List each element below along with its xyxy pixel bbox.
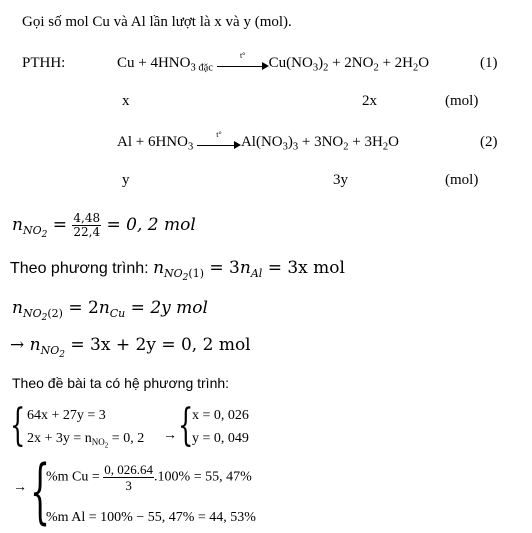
calc3-mid: = 2 (62, 298, 99, 318)
eq2-condition: t° (216, 129, 222, 139)
eq1-reaction-arrow (217, 50, 269, 71)
eq2-reaction-arrow (197, 129, 241, 150)
system-result-x: x = 0, 026 (192, 408, 249, 423)
system-l2a: 2x + 3y = n (27, 431, 92, 446)
calc3-sub2: Cu (109, 306, 126, 320)
calc2-tail: = 3x mol (262, 258, 345, 278)
eq1-row-x: x (122, 93, 130, 109)
calc3-tail: = 2y mol (125, 298, 208, 318)
calc3-subsub: 2 (41, 312, 48, 323)
calc2-subtail: (1) (188, 266, 204, 280)
calc2-mid: = 3 (204, 258, 240, 278)
eq1-rhs-a-sub: 3 (312, 62, 319, 74)
calc2-n: n (153, 258, 165, 278)
eq1-row-unit: (mol) (445, 93, 479, 109)
eq2-rhs-b-sub: 3 (292, 141, 299, 153)
eq1-number: (1) (480, 55, 498, 71)
calc-moles-no2 (12, 212, 196, 239)
calc1-eq: = (47, 215, 73, 235)
eq2-row-3y: 3y (333, 172, 348, 188)
percent-al: %m Al = 100% − 55, 47% = 44, 53% (46, 510, 256, 525)
eq2-rhs-b: ) (287, 134, 293, 150)
percent-cu-label: %m Cu = (46, 469, 104, 485)
percent-cu-result: .100% = 55, 47% (154, 469, 252, 485)
calc2-sub2: Al (250, 266, 263, 280)
eq1-lhs: Cu + 4HNO (117, 55, 191, 71)
calc4-tail: = 3x + 2y = 0, 2 mol (65, 335, 251, 355)
system-l2subsub: 2 (104, 441, 109, 450)
eq1-row-2x: 2x (362, 93, 377, 109)
calc1-n: n (12, 215, 23, 235)
eq1-rhs-b: ) (318, 55, 324, 71)
eq2-rhs-c-sub: 2 (343, 141, 349, 153)
system-l2sub: NO (91, 437, 105, 448)
eq2-row-unit: (mol) (445, 172, 479, 188)
calc3-sub: NO (22, 306, 42, 320)
system-arrow: → (163, 428, 177, 443)
calc4-arrow: → (10, 335, 30, 355)
calc1-result: = 0, 2 mol (101, 215, 196, 235)
eq1-rhs-d-sub: 2 (413, 62, 419, 74)
eq1-rhs-d: + 2H (378, 55, 414, 71)
percent-arrow: → (13, 480, 27, 495)
eq2-number: (2) (480, 134, 498, 150)
eq1-rhs-a: Cu(NO (268, 55, 313, 71)
calc2-prefix: Theo phương trình: (10, 260, 154, 277)
calc1-subsub: 2 (41, 229, 48, 240)
eq2-rhs-a: Al(NO (240, 134, 283, 150)
eq2-rhs-d: + 3H (348, 134, 383, 150)
equation-1 (117, 50, 430, 74)
calc2-n2: n (239, 258, 251, 278)
calc3-n: n (12, 298, 23, 318)
eq1-rhs-e: O (418, 55, 430, 71)
calc1-num: 4,48 (73, 211, 101, 225)
calc2-subsub: 2 (182, 272, 189, 283)
calc1-den: 22,4 (73, 225, 101, 239)
eq1-rhs-b-sub: 2 (323, 62, 329, 74)
pthh-label: PTHH: (22, 55, 66, 71)
calc4-n: n (29, 335, 41, 355)
system-brace-right: { (178, 400, 194, 451)
equation-2 (117, 129, 399, 153)
intro-text: Gọi số mol Cu và Al lần lượt là x và y (mol). (22, 14, 292, 30)
calc4-subsub: 2 (59, 349, 65, 360)
calc4-sub: NO (40, 343, 60, 357)
eq2-rhs-d-sub: 2 (382, 141, 389, 153)
system-line-1: 64x + 27y = 3 (27, 408, 106, 423)
system-l2b: = 0, 2 (108, 431, 145, 446)
eq1-rhs-c: + 2NO (328, 55, 374, 71)
eq2-row-y: y (122, 172, 130, 188)
eq2-rhs-c: + 3NO (298, 134, 344, 150)
percent-cu-num: 0, 026.64 (104, 462, 154, 477)
eq1-condition: t° (239, 50, 246, 60)
calc-ratio-1 (10, 258, 345, 283)
calc1-sub: NO (22, 223, 42, 237)
system-line-2 (27, 431, 145, 450)
system-intro: Theo đề bài ta có hệ phương trình: (12, 375, 230, 391)
calc3-subtail: (2) (47, 306, 63, 320)
eq1-lhs-sub: 3 đặc (190, 62, 213, 74)
calc-total (10, 335, 251, 360)
eq2-rhs-e: O (388, 134, 399, 150)
eq2-lhs: Al + 6HNO (117, 134, 188, 150)
system-result-y: y = 0, 049 (192, 431, 249, 446)
calc2-sub: NO (164, 266, 183, 280)
eq2-lhs-sub: 3 (187, 141, 194, 153)
calc-ratio-2 (12, 298, 208, 323)
eq1-rhs-c-sub: 2 (373, 62, 379, 74)
percent-cu-den: 3 (125, 478, 132, 493)
percent-brace: { (30, 450, 51, 532)
percent-cu (46, 462, 252, 493)
eq2-rhs-a-sub: 3 (282, 141, 288, 153)
calc3-n2: n (98, 298, 110, 318)
system-brace-left: { (10, 400, 26, 451)
